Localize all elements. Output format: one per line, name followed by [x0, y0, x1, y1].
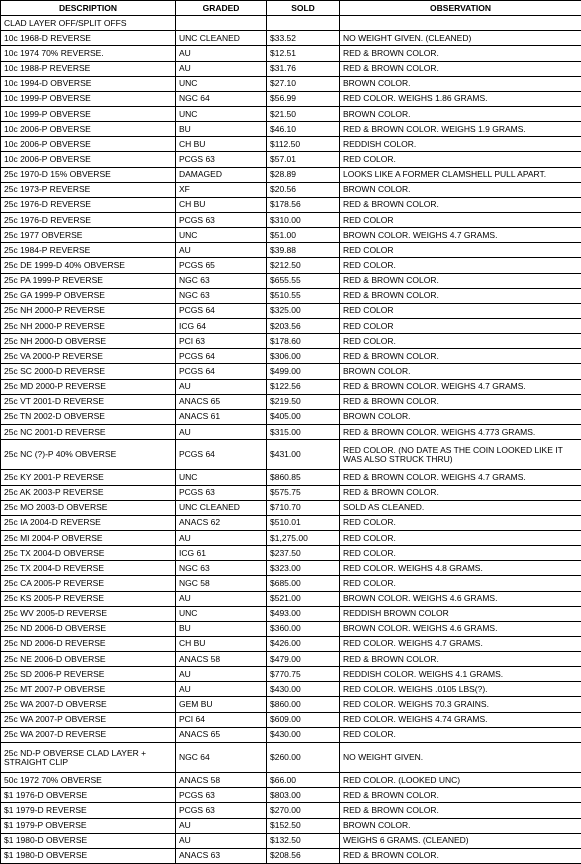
observation-cell: BROWN COLOR. WEIGHS 4.6 GRAMS. [340, 591, 581, 606]
table-row [1, 152, 581, 167]
description-cell: 25c TX 2004-D REVERSE [1, 561, 176, 576]
observation-cell: RED & BROWN COLOR. WEIGHS 4.7 GRAMS. [340, 470, 581, 485]
description-cell: 10c 2006-P OBVERSE [1, 122, 176, 137]
table-row [1, 500, 581, 515]
description-cell: 25c WA 2007-D OBVERSE [1, 697, 176, 712]
observation-cell: BROWN COLOR. [340, 364, 581, 379]
description-cell: 25c TN 2002-D OBVERSE [1, 409, 176, 424]
table-row [1, 243, 581, 258]
table-row [1, 788, 581, 803]
graded-cell: ANACS 65 [176, 394, 267, 409]
observation-cell: RED & BROWN COLOR. [340, 394, 581, 409]
table-row [1, 197, 581, 212]
graded-cell: NGC 63 [176, 273, 267, 288]
sold-cell: $20.56 [267, 182, 340, 197]
table-row [1, 424, 581, 439]
observation-cell: RED COLOR [340, 303, 581, 318]
sold-cell: $31.76 [267, 61, 340, 76]
table-row [1, 848, 581, 863]
observation-cell: RED COLOR. [340, 334, 581, 349]
graded-cell: CH BU [176, 197, 267, 212]
observation-cell: RED COLOR. [340, 530, 581, 545]
sold-cell: $132.50 [267, 833, 340, 848]
sold-cell: $431.00 [267, 440, 340, 470]
observation-cell: RED COLOR. [340, 576, 581, 591]
graded-cell: ANACS 61 [176, 409, 267, 424]
sold-cell: $803.00 [267, 788, 340, 803]
description-cell: 25c 1970-D 15% OBVERSE [1, 167, 176, 182]
sold-cell: $237.50 [267, 546, 340, 561]
description-cell: 25c NH 2000-P REVERSE [1, 303, 176, 318]
graded-cell: UNC [176, 606, 267, 621]
description-cell: 25c 1976-D REVERSE [1, 212, 176, 227]
sold-cell: $521.00 [267, 591, 340, 606]
description-cell: 25c SC 2000-D REVERSE [1, 364, 176, 379]
description-cell: 25c MO 2003-D OBVERSE [1, 500, 176, 515]
description-cell: 25c KS 2005-P REVERSE [1, 591, 176, 606]
sold-cell: $493.00 [267, 606, 340, 621]
sold-cell: $575.75 [267, 485, 340, 500]
description-cell: 25c 1973-P REVERSE [1, 182, 176, 197]
description-cell: 25c CA 2005-P REVERSE [1, 576, 176, 591]
sold-cell: $219.50 [267, 394, 340, 409]
sold-cell: $310.00 [267, 212, 340, 227]
table-row [1, 515, 581, 530]
sold-cell: $260.00 [267, 742, 340, 772]
description-cell: 25c GA 1999-P OBVERSE [1, 288, 176, 303]
observation-cell: RED COLOR. (NO DATE AS THE COIN LOOKED LIKE IT WAS ALSO STRUCK THRU) [340, 440, 581, 470]
header-sold: SOLD [267, 1, 340, 16]
table-row [1, 364, 581, 379]
table-row [1, 273, 581, 288]
description-cell: 25c WA 2007-D REVERSE [1, 727, 176, 742]
sold-cell: $306.00 [267, 349, 340, 364]
table-row [1, 182, 581, 197]
description-cell: 25c AK 2003-P REVERSE [1, 485, 176, 500]
table-row [1, 576, 581, 591]
observation-cell: RED & BROWN COLOR. [340, 61, 581, 76]
description-cell: 25c VT 2001-D REVERSE [1, 394, 176, 409]
graded-cell: UNC CLEANED [176, 500, 267, 515]
graded-cell: PCGS 65 [176, 258, 267, 273]
observation-cell: RED COLOR. WEIGHS 4.74 GRAMS. [340, 712, 581, 727]
header-row [1, 1, 581, 16]
graded-cell: AU [176, 424, 267, 439]
table-row [1, 91, 581, 106]
description-cell: $1 1976-D OBVERSE [1, 788, 176, 803]
observation-cell: WEIGHS 6 GRAMS. (CLEANED) [340, 833, 581, 848]
sold-cell: $1,275.00 [267, 530, 340, 545]
description-cell: 25c NH 2000-D OBVERSE [1, 334, 176, 349]
description-cell: 25c MT 2007-P OBVERSE [1, 682, 176, 697]
description-cell: 25c KY 2001-P REVERSE [1, 470, 176, 485]
description-cell: $1 1980-D OBVERSE [1, 833, 176, 848]
graded-cell: ANACS 58 [176, 652, 267, 667]
sold-cell: $122.56 [267, 379, 340, 394]
table-row [1, 591, 581, 606]
table-row [1, 106, 581, 121]
observation-cell: RED & BROWN COLOR. WEIGHS 1.9 GRAMS. [340, 122, 581, 137]
observation-cell: RED & BROWN COLOR. WEIGHS 4.7 GRAMS. [340, 379, 581, 394]
graded-cell: AU [176, 833, 267, 848]
table-row [1, 546, 581, 561]
table-row [1, 636, 581, 651]
table-row [1, 122, 581, 137]
description-cell: 25c DE 1999-D 40% OBVERSE [1, 258, 176, 273]
table-row [1, 697, 581, 712]
graded-cell: AU [176, 682, 267, 697]
description-cell: 10c 1994-D OBVERSE [1, 76, 176, 91]
description-cell: 25c VA 2000-P REVERSE [1, 349, 176, 364]
graded-cell: CH BU [176, 137, 267, 152]
sold-cell: $405.00 [267, 409, 340, 424]
graded-cell: PCGS 63 [176, 212, 267, 227]
observation-cell: BROWN COLOR. [340, 818, 581, 833]
sold-cell: $609.00 [267, 712, 340, 727]
observation-cell: RED COLOR [340, 318, 581, 333]
graded-cell: PCGS 63 [176, 803, 267, 818]
graded-cell: UNC [176, 228, 267, 243]
graded-cell: AU [176, 61, 267, 76]
sold-cell: $51.00 [267, 228, 340, 243]
table-row [1, 76, 581, 91]
description-cell: 10c 1999-P OBVERSE [1, 106, 176, 121]
table-row [1, 349, 581, 364]
sold-cell: $499.00 [267, 364, 340, 379]
observation-cell: RED & BROWN COLOR. [340, 46, 581, 61]
description-cell: 25c WA 2007-P OBVERSE [1, 712, 176, 727]
table-row [1, 485, 581, 500]
description-cell: 25c ND 2006-D OBVERSE [1, 621, 176, 636]
table-row [1, 31, 581, 46]
table-row [1, 212, 581, 227]
sold-cell: $315.00 [267, 424, 340, 439]
observation-cell: RED COLOR. [340, 546, 581, 561]
table-row [1, 288, 581, 303]
observation-cell: RED COLOR. (LOOKED UNC) [340, 773, 581, 788]
table-row [1, 394, 581, 409]
table-row [1, 167, 581, 182]
observation-cell: SOLD AS CLEANED. [340, 500, 581, 515]
observation-cell: RED & BROWN COLOR. [340, 788, 581, 803]
description-cell: 25c NE 2006-D OBVERSE [1, 652, 176, 667]
graded-cell: UNC [176, 470, 267, 485]
observation-cell: REDDISH BROWN COLOR [340, 606, 581, 621]
sold-cell: $685.00 [267, 576, 340, 591]
sold-cell: $46.10 [267, 122, 340, 137]
graded-cell: ICG 61 [176, 546, 267, 561]
description-cell: 10c 1988-P REVERSE [1, 61, 176, 76]
graded-cell: ICG 64 [176, 318, 267, 333]
sold-cell: $323.00 [267, 561, 340, 576]
sold-cell: $655.55 [267, 273, 340, 288]
observation-cell: NO WEIGHT GIVEN. (CLEANED) [340, 31, 581, 46]
table-row [1, 228, 581, 243]
observation-cell: RED & BROWN COLOR. [340, 485, 581, 500]
sold-cell: $270.00 [267, 803, 340, 818]
graded-cell: PCGS 63 [176, 788, 267, 803]
section-title: CLAD LAYER OFF/SPLIT OFFS [1, 16, 176, 31]
graded-cell: NGC 64 [176, 91, 267, 106]
description-cell: 25c MI 2004-P OBVERSE [1, 530, 176, 545]
description-cell: 25c 1977 OBVERSE [1, 228, 176, 243]
observation-cell: BROWN COLOR. [340, 106, 581, 121]
observation-cell: RED COLOR [340, 212, 581, 227]
observation-cell: RED COLOR. [340, 515, 581, 530]
table-row [1, 606, 581, 621]
observation-cell: RED COLOR. [340, 152, 581, 167]
observation-cell: RED COLOR. [340, 727, 581, 742]
description-cell: 25c ND 2006-D REVERSE [1, 636, 176, 651]
observation-cell: RED COLOR. WEIGHS 4.8 GRAMS. [340, 561, 581, 576]
observation-cell: RED & BROWN COLOR. [340, 349, 581, 364]
observation-cell: BROWN COLOR. [340, 76, 581, 91]
graded-cell: PCGS 64 [176, 303, 267, 318]
description-cell: 25c TX 2004-D OBVERSE [1, 546, 176, 561]
graded-cell: ANACS 62 [176, 515, 267, 530]
sold-cell: $325.00 [267, 303, 340, 318]
table-row [1, 803, 581, 818]
sold-cell: $66.00 [267, 773, 340, 788]
table-row [1, 258, 581, 273]
description-cell: 25c IA 2004-D REVERSE [1, 515, 176, 530]
observation-cell: RED COLOR. [340, 258, 581, 273]
sold-cell: $33.52 [267, 31, 340, 46]
observation-cell: RED & BROWN COLOR. [340, 652, 581, 667]
graded-cell: PCGS 64 [176, 349, 267, 364]
observation-cell: RED & BROWN COLOR. WEIGHS 4.773 GRAMS. [340, 424, 581, 439]
graded-cell: PCGS 63 [176, 485, 267, 500]
sold-cell: $203.56 [267, 318, 340, 333]
observation-cell: REDDISH COLOR. WEIGHS 4.1 GRAMS. [340, 667, 581, 682]
observation-cell: RED COLOR. WEIGHS .0105 LBS(?). [340, 682, 581, 697]
observation-cell: RED COLOR. WEIGHS 4.7 GRAMS. [340, 636, 581, 651]
description-cell: 25c 1984-P REVERSE [1, 243, 176, 258]
graded-cell: XF [176, 182, 267, 197]
table-row [1, 137, 581, 152]
table-row [1, 61, 581, 76]
table-row [1, 667, 581, 682]
description-cell: 50c 1972 70% OBVERSE [1, 773, 176, 788]
sold-cell: $57.01 [267, 152, 340, 167]
table-row [1, 773, 581, 788]
table-row [1, 379, 581, 394]
header-graded: GRADED [176, 1, 267, 16]
observation-cell: BROWN COLOR. WEIGHS 4.7 GRAMS. [340, 228, 581, 243]
graded-cell: AU [176, 667, 267, 682]
description-cell: 10c 1999-P OBVERSE [1, 91, 176, 106]
table-row [1, 409, 581, 424]
graded-cell: ANACS 65 [176, 727, 267, 742]
sold-cell: $770.75 [267, 667, 340, 682]
graded-cell: BU [176, 122, 267, 137]
sold-cell: $112.50 [267, 137, 340, 152]
description-cell: 25c NC 2001-D REVERSE [1, 424, 176, 439]
table-row [1, 712, 581, 727]
graded-cell: AU [176, 379, 267, 394]
description-cell: 10c 2006-P OBVERSE [1, 152, 176, 167]
graded-cell: NGC 58 [176, 576, 267, 591]
sold-cell: $178.60 [267, 334, 340, 349]
observation-cell: RED COLOR. WEIGHS 1.86 GRAMS. [340, 91, 581, 106]
sold-cell: $208.56 [267, 848, 340, 863]
observation-cell: BROWN COLOR. [340, 182, 581, 197]
table-row [1, 742, 581, 772]
description-cell: 10c 2006-P OBVERSE [1, 137, 176, 152]
graded-cell: AU [176, 46, 267, 61]
sold-cell: $710.70 [267, 500, 340, 515]
graded-cell: AU [176, 591, 267, 606]
observation-cell: RED COLOR. WEIGHS 70.3 GRAINS. [340, 697, 581, 712]
graded-cell: ANACS 63 [176, 848, 267, 863]
observation-cell: NO WEIGHT GIVEN. [340, 742, 581, 772]
observation-cell: LOOKS LIKE A FORMER CLAMSHELL PULL APART. [340, 167, 581, 182]
sold-cell: $178.56 [267, 197, 340, 212]
description-cell: 25c ND-P OBVERSE CLAD LAYER + STRAIGHT CLIP [1, 742, 176, 772]
section-row [1, 16, 581, 31]
table-row [1, 621, 581, 636]
graded-cell: PCI 64 [176, 712, 267, 727]
table-row [1, 818, 581, 833]
sold-cell: $860.00 [267, 697, 340, 712]
sold-cell: $56.99 [267, 91, 340, 106]
sold-cell: $479.00 [267, 652, 340, 667]
table-row [1, 303, 581, 318]
observation-cell: REDDISH COLOR. [340, 137, 581, 152]
graded-cell: CH BU [176, 636, 267, 651]
sold-cell: $212.50 [267, 258, 340, 273]
graded-cell: PCGS 63 [176, 152, 267, 167]
observation-cell: BROWN COLOR. [340, 409, 581, 424]
graded-cell: PCGS 64 [176, 364, 267, 379]
graded-cell: GEM BU [176, 697, 267, 712]
table-row [1, 470, 581, 485]
table-row [1, 833, 581, 848]
sold-cell: $39.88 [267, 243, 340, 258]
observation-cell: RED & BROWN COLOR. [340, 848, 581, 863]
sold-cell: $510.01 [267, 515, 340, 530]
table-row [1, 530, 581, 545]
observation-cell: BROWN COLOR. WEIGHS 4.6 GRAMS. [340, 621, 581, 636]
graded-cell: BU [176, 621, 267, 636]
sold-cell: $430.00 [267, 682, 340, 697]
description-cell: $1 1979-D REVERSE [1, 803, 176, 818]
description-cell: 10c 1974 70% REVERSE. [1, 46, 176, 61]
sold-cell: $426.00 [267, 636, 340, 651]
description-cell: 25c MD 2000-P REVERSE [1, 379, 176, 394]
description-cell: 25c 1976-D REVERSE [1, 197, 176, 212]
description-cell: $1 1979-P OBVERSE [1, 818, 176, 833]
graded-cell: DAMAGED [176, 167, 267, 182]
graded-cell: ANACS 58 [176, 773, 267, 788]
graded-cell: PCI 63 [176, 334, 267, 349]
sold-cell: $860.85 [267, 470, 340, 485]
graded-cell: AU [176, 243, 267, 258]
table-row [1, 652, 581, 667]
description-cell: 25c PA 1999-P REVERSE [1, 273, 176, 288]
graded-cell: PCGS 64 [176, 440, 267, 470]
sold-cell: $430.00 [267, 727, 340, 742]
table-row [1, 440, 581, 470]
sold-cell: $360.00 [267, 621, 340, 636]
header-observation: OBSERVATION [340, 1, 581, 16]
table-row [1, 46, 581, 61]
description-cell: 25c NH 2000-P REVERSE [1, 318, 176, 333]
observation-cell: RED COLOR [340, 243, 581, 258]
table-row [1, 727, 581, 742]
sold-cell: $28.89 [267, 167, 340, 182]
graded-cell: UNC [176, 106, 267, 121]
sold-cell: $27.10 [267, 76, 340, 91]
empty-cell [267, 16, 340, 31]
graded-cell: NGC 63 [176, 561, 267, 576]
table-row [1, 334, 581, 349]
graded-cell: UNC CLEANED [176, 31, 267, 46]
sold-cell: $21.50 [267, 106, 340, 121]
header-description: DESCRIPTION [1, 1, 176, 16]
graded-cell: NGC 63 [176, 288, 267, 303]
table-row [1, 318, 581, 333]
description-cell: 25c NC (?)-P 40% OBVERSE [1, 440, 176, 470]
observation-cell: RED & BROWN COLOR. [340, 273, 581, 288]
observation-cell: RED & BROWN COLOR. [340, 803, 581, 818]
table-row [1, 561, 581, 576]
description-cell: $1 1980-D OBVERSE [1, 848, 176, 863]
graded-cell: AU [176, 818, 267, 833]
sold-cell: $510.55 [267, 288, 340, 303]
table-row [1, 682, 581, 697]
sold-cell: $12.51 [267, 46, 340, 61]
graded-cell: AU [176, 530, 267, 545]
description-cell: 25c WV 2005-D REVERSE [1, 606, 176, 621]
graded-cell: NGC 64 [176, 742, 267, 772]
description-cell: 10c 1968-D REVERSE [1, 31, 176, 46]
observation-cell: RED & BROWN COLOR. [340, 197, 581, 212]
graded-cell: UNC [176, 76, 267, 91]
empty-cell [176, 16, 267, 31]
empty-cell [340, 16, 581, 31]
observation-cell: RED & BROWN COLOR. [340, 288, 581, 303]
description-cell: 25c SD 2006-P REVERSE [1, 667, 176, 682]
sold-cell: $152.50 [267, 818, 340, 833]
